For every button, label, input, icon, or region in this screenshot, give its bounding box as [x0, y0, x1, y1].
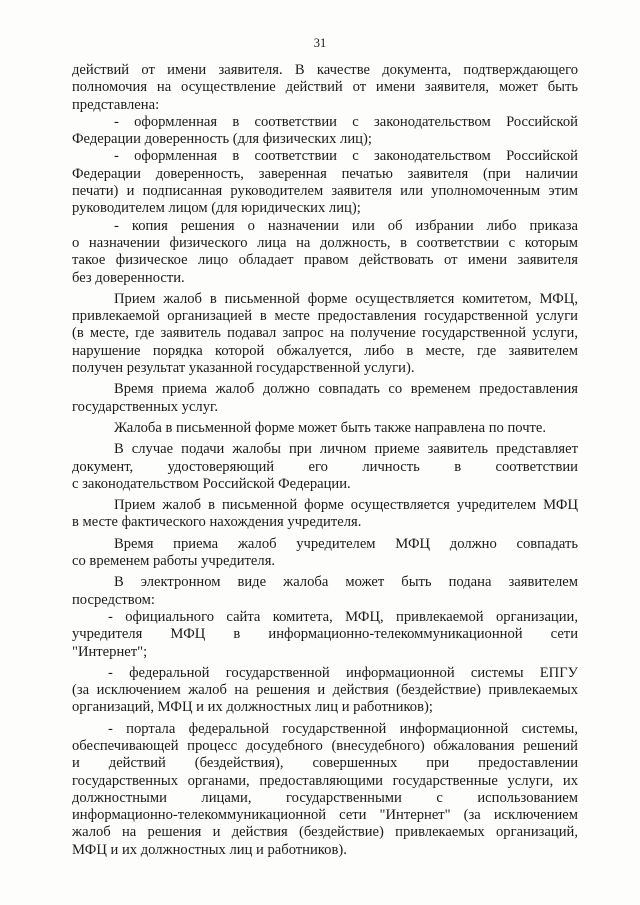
list-item-line: - федеральной государственной информационной системы ЕПГУ	[108, 664, 578, 681]
list-item-line: - официального сайта комитета, МФЦ, привлекаемой организации,	[108, 608, 578, 625]
text-line: должностными лицами, государственными с использованием	[72, 789, 578, 806]
text-line: информационно-телекоммуникационной сети "Интернет" (за исключением	[72, 807, 578, 824]
text-line: документ, удостоверяющий его личность в соответствии	[72, 458, 578, 475]
text-line: со временем работы учредителя.	[72, 553, 276, 570]
text-line: в месте фактического нахождения учредителя.	[72, 514, 362, 531]
paragraph-first-line: В электронном виде жалоба может быть подана заявителем	[114, 574, 578, 591]
text-line: с законодательством Российской Федерации.	[72, 475, 351, 492]
paragraph-first-line: Время приема жалоб должно совпадать со временем предоставления	[114, 381, 578, 398]
document-body	[72, 62, 578, 859]
text-line: Федерации доверенность, заверенная печатью заявителя (при наличии	[72, 165, 578, 182]
paragraph-first-line: Прием жалоб в письменной форме осуществляется учредителем МФЦ	[114, 497, 578, 514]
text-line: учредителя МФЦ в информационно-телекоммуникационной сети	[72, 626, 578, 643]
text-line: "Интернет";	[72, 643, 148, 660]
paragraph-first-line: В случае подачи жалобы при личном приеме заявитель представляет	[114, 441, 578, 458]
text-line: Федерации доверенность (для физических лиц);	[72, 131, 372, 148]
text-line: нарушение порядка которой обжалуется, либо в месте, где заявителем	[72, 342, 578, 359]
text-line: печати) и подписанная руководителем заявителя или уполномоченным этим	[72, 183, 578, 200]
text-line: государственных услуг.	[72, 398, 218, 415]
list-item-line: - портала федеральной государственной информационной системы,	[108, 720, 578, 737]
text-line: организаций, МФЦ и их должностных лиц и работников);	[72, 699, 433, 716]
text-line: получен результат указанной государственной услуги).	[72, 360, 415, 377]
list-item-line: - копия решения о назначении или об избрании либо приказа	[114, 217, 578, 234]
text-line: МФЦ и их должностных лиц и работников).	[72, 841, 347, 858]
text-line: такое физическое лицо обладает правом действовать от имени заявителя	[72, 252, 578, 269]
list-item-line: - оформленная в соответствии с законодательством Российской	[114, 148, 578, 165]
paragraph-first-line: Жалоба в письменной форме может быть также направлена по почте.	[114, 419, 547, 436]
text-line: руководителем лицом (для юридических лиц);	[72, 200, 361, 217]
text-line: государственных органами, предоставляющими государственные услуги, их	[72, 772, 578, 789]
text-line: (за исключением жалоб на решения и действия (бездействие) привлекаемых	[72, 682, 578, 699]
text-line: посредством:	[72, 591, 155, 608]
text-line: действий от имени заявителя. В качестве документа, подтверждающего	[72, 62, 578, 78]
text-line: о назначении физического лица на должность, в соответствии с которым	[72, 234, 578, 251]
list-item-line: - оформленная в соответствии с законодательством Российской	[114, 113, 578, 130]
text-line: представлена:	[72, 96, 160, 113]
text-line: без доверенности.	[72, 269, 185, 286]
text-line: привлекаемой организацией в месте предоставления государственной услуги	[72, 308, 578, 325]
text-line: полномочия на осуществление действий от имени заявителя, может быть	[72, 79, 578, 96]
page-number: 31	[313, 36, 327, 50]
text-line: и действий (бездействия), совершенных при предоставлении	[72, 755, 578, 772]
text-line: обеспечивающей процесс досудебного (внесудебного) обжалования решений	[72, 737, 578, 754]
paragraph-first-line: Прием жалоб в письменной форме осуществляется комитетом, МФЦ,	[114, 290, 578, 307]
paragraph-first-line: Время приема жалоб учредителем МФЦ должно совпадать	[114, 535, 578, 552]
text-line: жалоб на решения и действия (бездействие) привлекаемых организаций,	[72, 824, 578, 841]
text-line: (в месте, где заявитель подавал запрос на получение государственной услуги,	[72, 325, 578, 342]
